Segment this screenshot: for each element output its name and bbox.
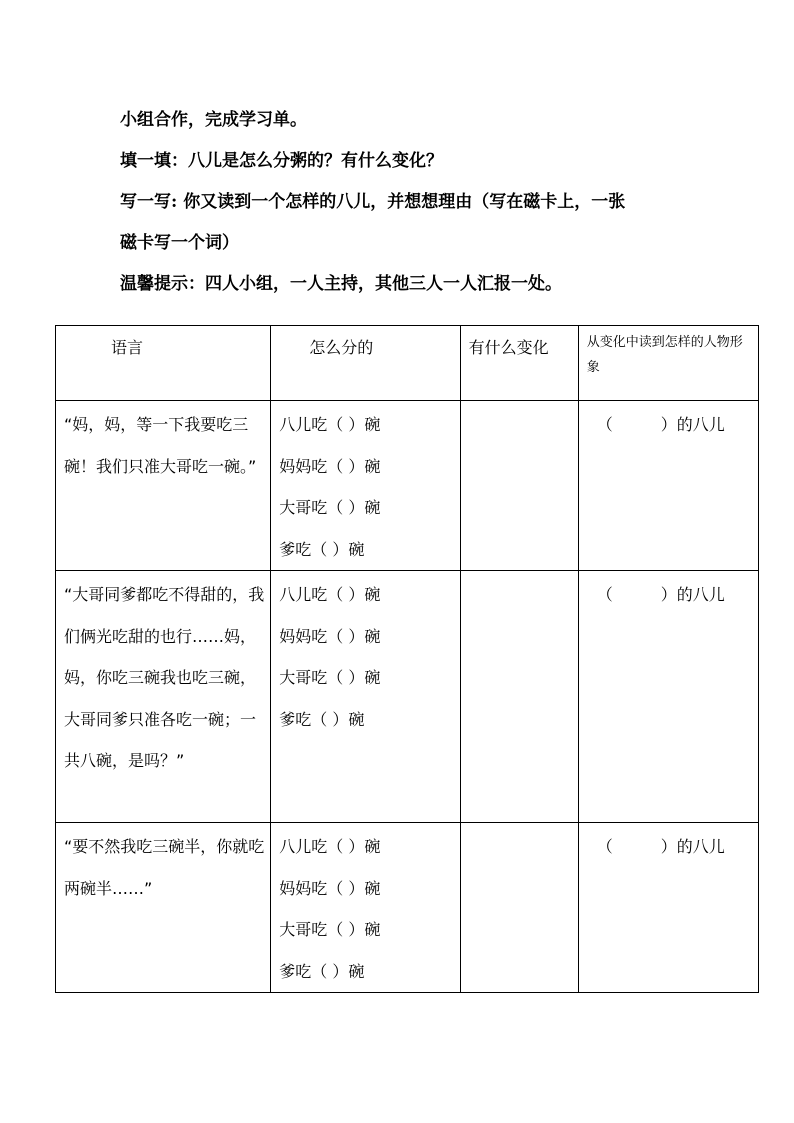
- change-cell[interactable]: [460, 401, 578, 571]
- allocation-baer: 八儿吃（ ）碗: [279, 585, 381, 604]
- instruction-write-continued: 磁卡写一个词）: [120, 233, 239, 253]
- quote-cell: “要不然我吃三碗半，你就吃两碗半……”: [56, 823, 271, 993]
- allocation-mother: 妈妈吃（ ）碗: [279, 626, 381, 646]
- instruction-fill-in: 填一填：八儿是怎么分粥的？有什么变化？: [120, 151, 443, 171]
- header-character-image: 从变化中读到怎样的人物形象: [578, 326, 758, 401]
- header-what-changed: 有什么变化: [460, 326, 578, 401]
- character-image-cell[interactable]: （ ）的八儿: [578, 401, 758, 571]
- allocation-father: 爹吃（ ）碗: [279, 709, 365, 729]
- allocation-father: 爹吃（ ）碗: [279, 539, 365, 559]
- allocation-mother: 妈妈吃（ ）碗: [279, 878, 381, 898]
- table-header-row: [56, 326, 759, 401]
- header-how-divided: 怎么分的: [271, 326, 460, 401]
- allocation-mother: 妈妈吃（ ）碗: [279, 456, 381, 476]
- quote-cell: “大哥同爹都吃不得甜的，我们俩光吃甜的也行……妈，妈，你吃三碗我也吃三碗，大哥同爹只准各吃一碗；一共八碗，是吗？”: [56, 571, 271, 823]
- instruction-tip: 温馨提示：四人小组，一人主持，其他三人一人汇报一处。: [120, 274, 562, 294]
- instruction-group-work: 小组合作，完成学习单。: [120, 110, 307, 130]
- allocation-baer: 八儿吃（ ）碗: [279, 415, 381, 434]
- character-image-cell[interactable]: （ ）的八儿: [578, 823, 758, 993]
- allocation-elder-brother: 大哥吃（ ）碗: [279, 498, 381, 517]
- allocation-elder-brother: 大哥吃（ ）碗: [279, 668, 381, 687]
- change-cell[interactable]: [460, 823, 578, 993]
- change-cell[interactable]: [460, 571, 578, 823]
- allocation-elder-brother: 大哥吃（ ）碗: [279, 920, 381, 939]
- allocation-cell[interactable]: [271, 401, 460, 571]
- study-sheet-table: [55, 325, 759, 993]
- table-row: [56, 823, 759, 993]
- worksheet-instructions: [120, 100, 700, 305]
- allocation-baer: 八儿吃（ ）碗: [279, 837, 381, 856]
- instruction-write: 写一写: 你又读到一个怎样的八儿，并想想理由（写在磁卡上，一张: [120, 192, 626, 212]
- quote-cell: “妈，妈，等一下我要吃三碗！我们只准大哥吃一碗。”: [56, 401, 271, 571]
- allocation-cell[interactable]: [271, 823, 460, 993]
- header-language: 语言: [56, 326, 271, 401]
- character-image-cell[interactable]: （ ）的八儿: [578, 571, 758, 823]
- allocation-father: 爹吃（ ）碗: [279, 961, 365, 981]
- allocation-cell[interactable]: [271, 571, 460, 823]
- table-row: [56, 401, 759, 571]
- table-row: [56, 571, 759, 823]
